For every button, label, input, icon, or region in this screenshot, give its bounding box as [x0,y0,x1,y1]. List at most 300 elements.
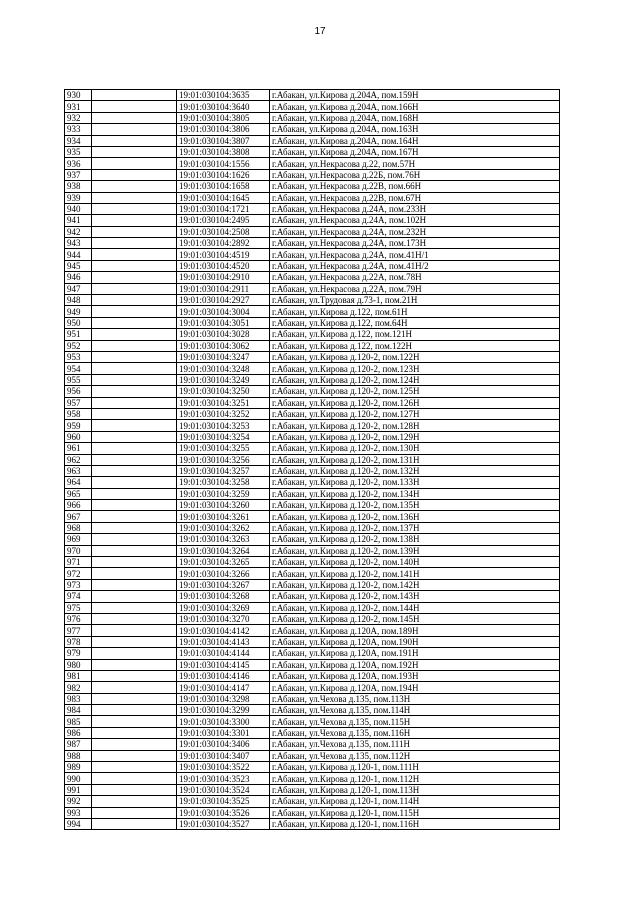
cadastral-number-cell: 19:01:030104:3266 [177,568,270,579]
table-row [65,773,560,784]
row-number-cell: 994 [65,819,92,830]
row-number-cell: 973 [65,579,92,590]
empty-cell [92,386,177,397]
cadastral-number-cell: 19:01:030104:3257 [177,465,270,476]
address-cell: г.Абакан, ул.Кирова д.120-2, пом.134Н [270,488,560,499]
address-cell: г.Абакан, ул.Кирова д.204А, пом.167Н [270,146,560,157]
table-row [65,727,560,738]
table-row [65,169,560,180]
cadastral-number-cell: 19:01:030104:3255 [177,443,270,454]
cadastral-number-cell: 19:01:030104:3028 [177,329,270,340]
cadastral-number-cell: 19:01:030104:3406 [177,739,270,750]
cadastral-number-cell: 19:01:030104:3247 [177,351,270,362]
empty-cell [92,807,177,818]
address-cell: г.Абакан, ул.Кирова д.120-1, пом.116Н [270,819,560,830]
address-cell: г.Абакан, ул.Кирова д.120-2, пом.142Н [270,579,560,590]
address-cell: г.Абакан, ул.Чехова д.135, пом.113Н [270,693,560,704]
address-cell: г.Абакан, ул.Чехова д.135, пом.116Н [270,727,560,738]
table-row [65,374,560,385]
row-number-cell: 984 [65,705,92,716]
table-row [65,454,560,465]
empty-cell [92,317,177,328]
row-number-cell: 981 [65,670,92,681]
table-row [65,420,560,431]
address-cell: г.Абакан, ул.Кирова д.120-2, пом.128Н [270,420,560,431]
empty-cell [92,568,177,579]
address-cell: г.Абакан, ул.Кирова д.120-2, пом.131Н [270,454,560,465]
empty-cell [92,146,177,157]
row-number-cell: 961 [65,443,92,454]
table-row [65,693,560,704]
table-row [65,648,560,659]
row-number-cell: 979 [65,648,92,659]
cadastral-number-cell: 19:01:030104:4519 [177,249,270,260]
empty-cell [92,272,177,283]
table-row [65,215,560,226]
cadastral-number-cell: 19:01:030104:3267 [177,579,270,590]
address-cell: г.Абакан, ул.Кирова д.122, пом.61Н [270,306,560,317]
table-row [65,568,560,579]
row-number-cell: 959 [65,420,92,431]
table-row [65,807,560,818]
cadastral-number-cell: 19:01:030104:4144 [177,648,270,659]
table-row [65,477,560,488]
empty-cell [92,454,177,465]
row-number-cell: 938 [65,181,92,192]
table-row [65,534,560,545]
table-row [65,203,560,214]
row-number-cell: 970 [65,545,92,556]
cadastral-number-cell: 19:01:030104:3806 [177,124,270,135]
empty-cell [92,351,177,362]
table-row [65,591,560,602]
row-number-cell: 946 [65,272,92,283]
row-number-cell: 963 [65,465,92,476]
row-number-cell: 939 [65,192,92,203]
address-cell: г.Абакан, ул.Чехова д.135, пом.112Н [270,750,560,761]
address-cell: г.Абакан, ул.Кирова д.120-2, пом.125Н [270,386,560,397]
cadastral-number-cell: 19:01:030104:3526 [177,807,270,818]
table-row [65,500,560,511]
empty-cell [92,90,177,101]
row-number-cell: 931 [65,101,92,112]
table-row [65,579,560,590]
table-row [65,739,560,750]
row-number-cell: 953 [65,351,92,362]
row-number-cell: 965 [65,488,92,499]
table-row [65,226,560,237]
address-cell: г.Абакан, ул.Кирова д.120-2, пом.145Н [270,613,560,624]
address-cell: г.Абакан, ул.Кирова д.120-2, пом.123Н [270,363,560,374]
empty-cell [92,124,177,135]
empty-cell [92,192,177,203]
address-cell: г.Абакан, ул.Чехова д.135, пом.114Н [270,705,560,716]
table-row [65,112,560,123]
address-cell: г.Абакан, ул.Кирова д.122, пом.122Н [270,340,560,351]
row-number-cell: 949 [65,306,92,317]
address-cell: г.Абакан, ул.Кирова д.120-2, пом.140Н [270,557,560,568]
address-cell: г.Абакан, ул.Кирова д.120-1, пом.115Н [270,807,560,818]
empty-cell [92,374,177,385]
table-row [65,465,560,476]
address-cell: г.Абакан, ул.Кирова д.120-2, пом.138Н [270,534,560,545]
table-row [65,511,560,522]
row-number-cell: 957 [65,397,92,408]
address-cell: г.Абакан, ул.Кирова д.122, пом.64Н [270,317,560,328]
cadastral-number-cell: 19:01:030104:3298 [177,693,270,704]
empty-cell [92,534,177,545]
cadastral-number-cell: 19:01:030104:3259 [177,488,270,499]
cadastral-number-cell: 19:01:030104:3051 [177,317,270,328]
table-row [65,636,560,647]
table-row [65,602,560,613]
address-cell: г.Абакан, ул.Некрасова д.24А, пом.232Н [270,226,560,237]
address-cell: г.Абакан, ул.Кирова д.120-2, пом.133Н [270,477,560,488]
address-cell: г.Абакан, ул.Кирова д.120А, пом.192Н [270,659,560,670]
empty-cell [92,819,177,830]
table-row [65,431,560,442]
empty-cell [92,488,177,499]
address-cell: г.Абакан, ул.Кирова д.120А, пом.194Н [270,682,560,693]
table-row [65,784,560,795]
address-cell: г.Абакан, ул.Кирова д.120А, пом.193Н [270,670,560,681]
table-row [65,408,560,419]
cadastral-number-cell: 19:01:030104:3527 [177,819,270,830]
row-number-cell: 936 [65,158,92,169]
empty-cell [92,557,177,568]
empty-cell [92,739,177,750]
address-cell: г.Абакан, ул.Кирова д.120-2, пом.137Н [270,522,560,533]
empty-cell [92,579,177,590]
cadastral-number-cell: 19:01:030104:1556 [177,158,270,169]
empty-cell [92,625,177,636]
empty-cell [92,705,177,716]
empty-cell [92,784,177,795]
table-row [65,625,560,636]
row-number-cell: 941 [65,215,92,226]
table-row [65,613,560,624]
cadastral-number-cell: 19:01:030104:4143 [177,636,270,647]
row-number-cell: 964 [65,477,92,488]
row-number-cell: 966 [65,500,92,511]
row-number-cell: 993 [65,807,92,818]
empty-cell [92,135,177,146]
empty-cell [92,636,177,647]
table-row [65,705,560,716]
row-number-cell: 990 [65,773,92,784]
row-number-cell: 985 [65,716,92,727]
cadastral-number-cell: 19:01:030104:3522 [177,762,270,773]
address-cell: г.Абакан, ул.Кирова д.120-2, пом.122Н [270,351,560,362]
address-cell: г.Абакан, ул.Кирова д.120-2, пом.139Н [270,545,560,556]
address-cell: г.Абакан, ул.Кирова д.120-2, пом.135Н [270,500,560,511]
row-number-cell: 943 [65,238,92,249]
row-number-cell: 944 [65,249,92,260]
empty-cell [92,363,177,374]
address-cell: г.Абакан, ул.Кирова д.120-2, пом.130Н [270,443,560,454]
address-cell: г.Абакан, ул.Некрасова д.22В, пом.67Н [270,192,560,203]
address-cell: г.Абакан, ул.Некрасова д.24А, пом.41Н/2 [270,260,560,271]
row-number-cell: 940 [65,203,92,214]
empty-cell [92,306,177,317]
cadastral-number-cell: 19:01:030104:3808 [177,146,270,157]
empty-cell [92,545,177,556]
cadastral-number-cell: 19:01:030104:3004 [177,306,270,317]
cadastral-number-cell: 19:01:030104:3254 [177,431,270,442]
empty-cell [92,511,177,522]
row-number-cell: 935 [65,146,92,157]
cadastral-number-cell: 19:01:030104:3263 [177,534,270,545]
empty-cell [92,249,177,260]
cadastral-number-cell: 19:01:030104:1658 [177,181,270,192]
cadastral-number-cell: 19:01:030104:3524 [177,784,270,795]
empty-cell [92,283,177,294]
address-cell: г.Абакан, ул.Кирова д.120-2, пом.132Н [270,465,560,476]
empty-cell [92,420,177,431]
address-cell: г.Абакан, ул.Трудовая д.73-1, пом.21Н [270,295,560,306]
registry-table [64,89,560,830]
table-row [65,192,560,203]
table-row [65,181,560,192]
table-row [65,443,560,454]
table-row [65,272,560,283]
row-number-cell: 942 [65,226,92,237]
row-number-cell: 955 [65,374,92,385]
address-cell: г.Абакан, ул.Кирова д.204А, пом.159Н [270,90,560,101]
empty-cell [92,329,177,340]
cadastral-number-cell: 19:01:030104:3249 [177,374,270,385]
cadastral-number-cell: 19:01:030104:3265 [177,557,270,568]
address-cell: г.Абакан, ул.Кирова д.120-2, пом.136Н [270,511,560,522]
row-number-cell: 992 [65,796,92,807]
row-number-cell: 951 [65,329,92,340]
cadastral-number-cell: 19:01:030104:3523 [177,773,270,784]
empty-cell [92,773,177,784]
row-number-cell: 976 [65,613,92,624]
address-cell: г.Абакан, ул.Кирова д.120-2, пом.126Н [270,397,560,408]
cadastral-number-cell: 19:01:030104:3525 [177,796,270,807]
cadastral-number-cell: 19:01:030104:3252 [177,408,270,419]
cadastral-number-cell: 19:01:030104:3253 [177,420,270,431]
table-row [65,363,560,374]
empty-cell [92,443,177,454]
cadastral-number-cell: 19:01:030104:3262 [177,522,270,533]
empty-cell [92,112,177,123]
address-cell: г.Абакан, ул.Кирова д.204А, пом.164Н [270,135,560,146]
cadastral-number-cell: 19:01:030104:2892 [177,238,270,249]
cadastral-number-cell: 19:01:030104:1721 [177,203,270,214]
cadastral-number-cell: 19:01:030104:3250 [177,386,270,397]
row-number-cell: 971 [65,557,92,568]
row-number-cell: 948 [65,295,92,306]
empty-cell [92,181,177,192]
table-row [65,329,560,340]
address-cell: г.Абакан, ул.Чехова д.135, пом.115Н [270,716,560,727]
row-number-cell: 934 [65,135,92,146]
address-cell: г.Абакан, ул.Кирова д.120-1, пом.113Н [270,784,560,795]
address-cell: г.Абакан, ул.Кирова д.120А, пом.189Н [270,625,560,636]
table-row [65,670,560,681]
table-row [65,283,560,294]
table-row [65,260,560,271]
empty-cell [92,295,177,306]
empty-cell [92,522,177,533]
row-number-cell: 989 [65,762,92,773]
address-cell: г.Абакан, ул.Чехова д.135, пом.111Н [270,739,560,750]
cadastral-number-cell: 19:01:030104:2910 [177,272,270,283]
row-number-cell: 956 [65,386,92,397]
row-number-cell: 975 [65,602,92,613]
row-number-cell: 932 [65,112,92,123]
cadastral-number-cell: 19:01:030104:2495 [177,215,270,226]
cadastral-number-cell: 19:01:030104:4146 [177,670,270,681]
address-cell: г.Абакан, ул.Кирова д.120А, пом.190Н [270,636,560,647]
address-cell: г.Абакан, ул.Кирова д.122, пом.121Н [270,329,560,340]
cadastral-number-cell: 19:01:030104:3805 [177,112,270,123]
empty-cell [92,727,177,738]
cadastral-number-cell: 19:01:030104:3270 [177,613,270,624]
address-cell: г.Абакан, ул.Кирова д.120-1, пом.114Н [270,796,560,807]
address-cell: г.Абакан, ул.Некрасова д.22А, пом.78Н [270,272,560,283]
row-number-cell: 978 [65,636,92,647]
row-number-cell: 958 [65,408,92,419]
address-cell: г.Абакан, ул.Некрасова д.24А, пом.102Н [270,215,560,226]
address-cell: г.Абакан, ул.Кирова д.120-1, пом.112Н [270,773,560,784]
table-row [65,238,560,249]
table-row [65,397,560,408]
row-number-cell: 974 [65,591,92,602]
address-cell: г.Абакан, ул.Кирова д.120-2, пом.144Н [270,602,560,613]
row-number-cell: 977 [65,625,92,636]
address-cell: г.Абакан, ул.Некрасова д.22Б, пом.76Н [270,169,560,180]
empty-cell [92,477,177,488]
row-number-cell: 987 [65,739,92,750]
table-row [65,124,560,135]
cadastral-number-cell: 19:01:030104:3268 [177,591,270,602]
cadastral-number-cell: 19:01:030104:3251 [177,397,270,408]
address-cell: г.Абакан, ул.Некрасова д.22, пом.57Н [270,158,560,169]
cadastral-number-cell: 19:01:030104:3301 [177,727,270,738]
cadastral-number-cell: 19:01:030104:4145 [177,659,270,670]
address-cell: г.Абакан, ул.Некрасова д.24А, пом.173Н [270,238,560,249]
table-row [65,340,560,351]
table-row [65,522,560,533]
address-cell: г.Абакан, ул.Некрасова д.22А, пом.79Н [270,283,560,294]
address-cell: г.Абакан, ул.Кирова д.120А, пом.191Н [270,648,560,659]
row-number-cell: 983 [65,693,92,704]
empty-cell [92,169,177,180]
row-number-cell: 954 [65,363,92,374]
row-number-cell: 933 [65,124,92,135]
cadastral-number-cell: 19:01:030104:4142 [177,625,270,636]
empty-cell [92,682,177,693]
empty-cell [92,215,177,226]
empty-cell [92,670,177,681]
cadastral-number-cell: 19:01:030104:1645 [177,192,270,203]
cadastral-number-cell: 19:01:030104:3248 [177,363,270,374]
address-cell: г.Абакан, ул.Кирова д.120-2, пом.141Н [270,568,560,579]
row-number-cell: 962 [65,454,92,465]
table-row [65,146,560,157]
row-number-cell: 937 [65,169,92,180]
cadastral-number-cell: 19:01:030104:2911 [177,283,270,294]
address-cell: г.Абакан, ул.Кирова д.120-2, пом.124Н [270,374,560,385]
registry-table-body [65,90,560,830]
table-row [65,545,560,556]
table-row [65,488,560,499]
address-cell: г.Абакан, ул.Кирова д.120-2, пом.127Н [270,408,560,419]
table-row [65,306,560,317]
empty-cell [92,158,177,169]
address-cell: г.Абакан, ул.Некрасова д.22В, пом.66Н [270,181,560,192]
address-cell: г.Абакан, ул.Кирова д.120-2, пом.143Н [270,591,560,602]
address-cell: г.Абакан, ул.Кирова д.204А, пом.168Н [270,112,560,123]
row-number-cell: 960 [65,431,92,442]
empty-cell [92,648,177,659]
row-number-cell: 991 [65,784,92,795]
table-row [65,386,560,397]
row-number-cell: 947 [65,283,92,294]
empty-cell [92,260,177,271]
row-number-cell: 952 [65,340,92,351]
row-number-cell: 945 [65,260,92,271]
empty-cell [92,762,177,773]
cadastral-number-cell: 19:01:030104:3269 [177,602,270,613]
row-number-cell: 930 [65,90,92,101]
row-number-cell: 972 [65,568,92,579]
table-row [65,90,560,101]
table-row [65,249,560,260]
empty-cell [92,226,177,237]
row-number-cell: 980 [65,659,92,670]
cadastral-number-cell: 19:01:030104:2927 [177,295,270,306]
empty-cell [92,693,177,704]
address-cell: г.Абакан, ул.Некрасова д.24А, пом.233Н [270,203,560,214]
empty-cell [92,591,177,602]
cadastral-number-cell: 19:01:030104:3264 [177,545,270,556]
row-number-cell: 968 [65,522,92,533]
table-row [65,295,560,306]
cadastral-number-cell: 19:01:030104:3261 [177,511,270,522]
table-row [65,682,560,693]
table-row [65,557,560,568]
row-number-cell: 986 [65,727,92,738]
cadastral-number-cell: 19:01:030104:3256 [177,454,270,465]
empty-cell [92,500,177,511]
cadastral-number-cell: 19:01:030104:2508 [177,226,270,237]
empty-cell [92,408,177,419]
empty-cell [92,397,177,408]
empty-cell [92,796,177,807]
cadastral-number-cell: 19:01:030104:3407 [177,750,270,761]
table-row [65,101,560,112]
empty-cell [92,602,177,613]
cadastral-number-cell: 19:01:030104:3640 [177,101,270,112]
table-row [65,158,560,169]
table-row [65,351,560,362]
table-row [65,762,560,773]
table-row [65,317,560,328]
cadastral-number-cell: 19:01:030104:1626 [177,169,270,180]
row-number-cell: 967 [65,511,92,522]
cadastral-number-cell: 19:01:030104:3300 [177,716,270,727]
address-cell: г.Абакан, ул.Кирова д.120-2, пом.129Н [270,431,560,442]
row-number-cell: 950 [65,317,92,328]
cadastral-number-cell: 19:01:030104:3635 [177,90,270,101]
address-cell: г.Абакан, ул.Кирова д.204А, пом.163Н [270,124,560,135]
cadastral-number-cell: 19:01:030104:4520 [177,260,270,271]
empty-cell [92,431,177,442]
